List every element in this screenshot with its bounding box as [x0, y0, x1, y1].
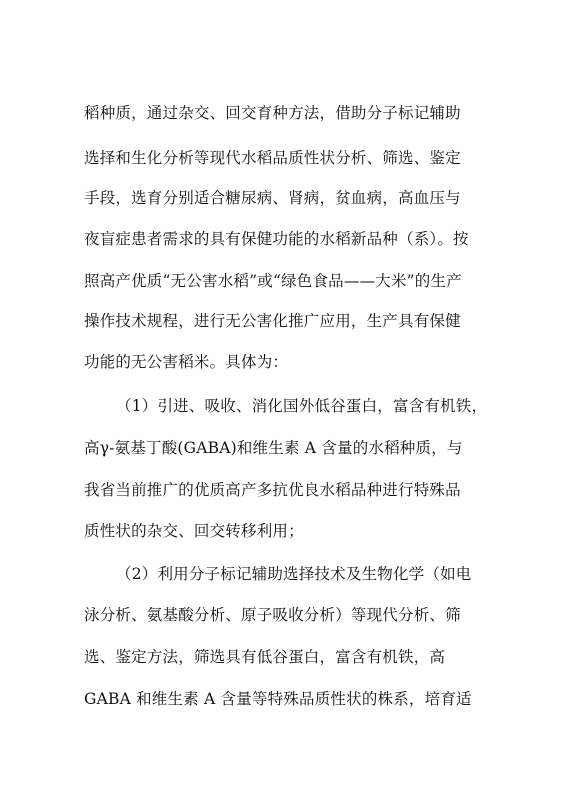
list-item-1-line-2: 高γ-氨基丁酸(GABA)和维生素 A 含量的水稻种质，与 [84, 439, 463, 457]
text-line-6: 操作技术规程，进行无公害化推广应用，生产具有保健 [84, 312, 461, 330]
text-line-1: 稻种质，通过杂交、回交育种方法，借助分子标记辅助 [84, 104, 461, 122]
text-line-2: 选择和生化分析等现代水稻品质性状分析、筛选、鉴定 [84, 149, 461, 167]
list-item-1-line-1: （1）引进、吸收、消化国外低谷蛋白，富含有机铁， [116, 397, 488, 415]
list-item-2-line-2: 泳分析、氨基酸分析、原子吸收分析）等现代分析、筛 [84, 606, 461, 624]
text-line-7: 功能的无公害稻米。具体为： [84, 353, 289, 371]
text-line-5: 照高产优质“无公害水稻”或“绿色食品——大米”的生产 [84, 272, 462, 290]
list-item-2-line-4: GABA 和维生素 A 含量等特殊品质性状的株系，培育适 [84, 690, 472, 708]
list-item-1-line-3: 我省当前推广的优质高产多抗优良水稻品种进行特殊品 [84, 481, 461, 499]
text-line-3: 手段，选育分别适合糖尿病、肾病，贫血病，高血压与 [84, 189, 461, 207]
list-item-1-line-4: 质性状的杂交、回交转移利用； [84, 522, 304, 540]
text-line-4: 夜盲症患者需求的具有保健功能的水稻新品种（系）。按 [84, 230, 469, 248]
list-item-2-line-1: （2）利用分子标记辅助选择技术及生物化学（如电 [116, 565, 472, 583]
list-item-2-line-3: 选、鉴定方法，筛选具有低谷蛋白，富含有机铁，高 [84, 648, 446, 666]
